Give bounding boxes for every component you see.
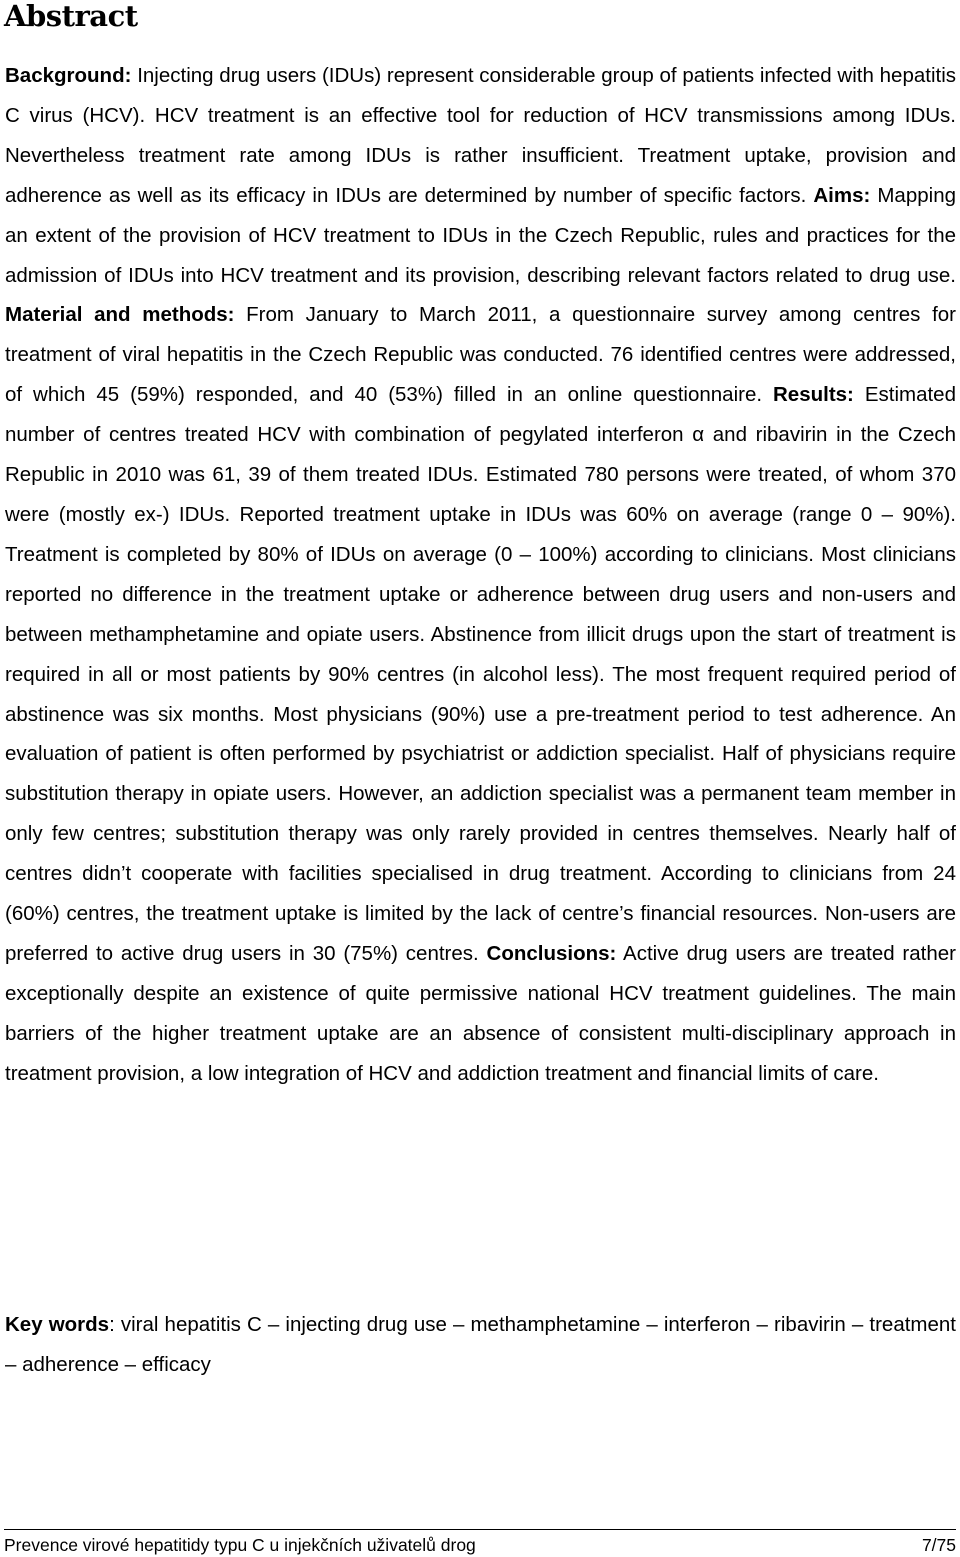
aims-label: Aims: xyxy=(813,183,871,207)
keywords-label: Key words xyxy=(5,1313,110,1336)
footer-divider xyxy=(4,1529,956,1530)
abstract-paragraph xyxy=(5,56,956,1094)
aims-text: Mapping an extent of the provision of HCV treatment to IDUs in the Czech Republic, rules and practices for the admission of IDUs into HCV treatment and its provision, describing relevant factors related to drug use. xyxy=(5,183,956,287)
results-text: Estimated number of centres treated HCV with combination of pegylated interferon α and ribavirin in the Czech Republic in 2010 was 61, 39 of them treated IDUs. Estimated 780 persons were treated, of whom 370 were (mostly ex-) IDUs. Reported treatment uptake in IDUs was 60% on average (range 0 – 90%). Treatment is completed by 80% of IDUs on average (0 – 100%) according to clinicians. Most clinicians reported no difference in the treatment uptake or adherence between drug users and non-users and between methamphetamine and opiate users. Abstinence from illicit drugs upon the start of treatment is required in all or most patients by 90% centres (in alcohol less). The most frequent required period of abstinence was six months. Most physicians (90%) use a pre-treatment period to test adherence. An evaluation of patient is often performed by psychiatrist or addiction specialist. Half of physicians require substitution therapy in opiate users. However, an addiction specialist was a permanent team member in only few centres; substitution therapy was only rarely provided in centres themselves. Nearly half of centres didn’t cooperate with facilities specialised in drug treatment. According to clinicians from 24 (60%) centres, the treatment uptake is limited by the lack of centre’s financial resources. Non-users are preferred to active drug users in 30 (75%) centres. xyxy=(5,383,956,965)
methods-label: Material and methods: xyxy=(5,303,235,327)
keywords-text: : viral hepatitis C – injecting drug use – methamphetamine – interferon – ribavirin – treatment – adherence – efficacy xyxy=(5,1313,956,1376)
keywords-paragraph xyxy=(5,1305,956,1385)
page-number: 7/75 xyxy=(921,1535,956,1555)
results-label: Results: xyxy=(773,383,854,407)
methods-text: From January to March 2011, a questionnaire survey among centres for treatment of viral hepatitis in the Czech Republic was conducted. 76 identified centres were addressed, of which 45 (59%) responded, and 40 (53%) filled in an online questionnaire. xyxy=(5,303,956,407)
page-title: Abstract xyxy=(4,0,138,33)
background-label: Background: xyxy=(5,64,132,87)
page-footer xyxy=(4,1533,956,1557)
running-title: Prevence virové hepatitidy typu C u injekčních uživatelů drog xyxy=(4,1535,476,1555)
conclusions-text: Active drug users are treated rather exceptionally despite an existence of quite permissive national HCV treatment guidelines. The main barriers of the higher treatment uptake are an absence of consistent multi-disciplinary approach in treatment provision, a low integration of HCV and addiction treatment and financial limits of care. xyxy=(5,941,956,1085)
conclusions-label: Conclusions: xyxy=(486,941,617,965)
background-text: Injecting drug users (IDUs) represent considerable group of patients infected with hepatitis C virus (HCV). HCV treatment is an effective tool for reduction of HCV transmissions among IDUs. Nevertheless treatment rate among IDUs is rather insufficient. Treatment uptake, provision and adherence as well as its efficacy in IDUs are determined by number of specific factors. xyxy=(5,64,956,207)
